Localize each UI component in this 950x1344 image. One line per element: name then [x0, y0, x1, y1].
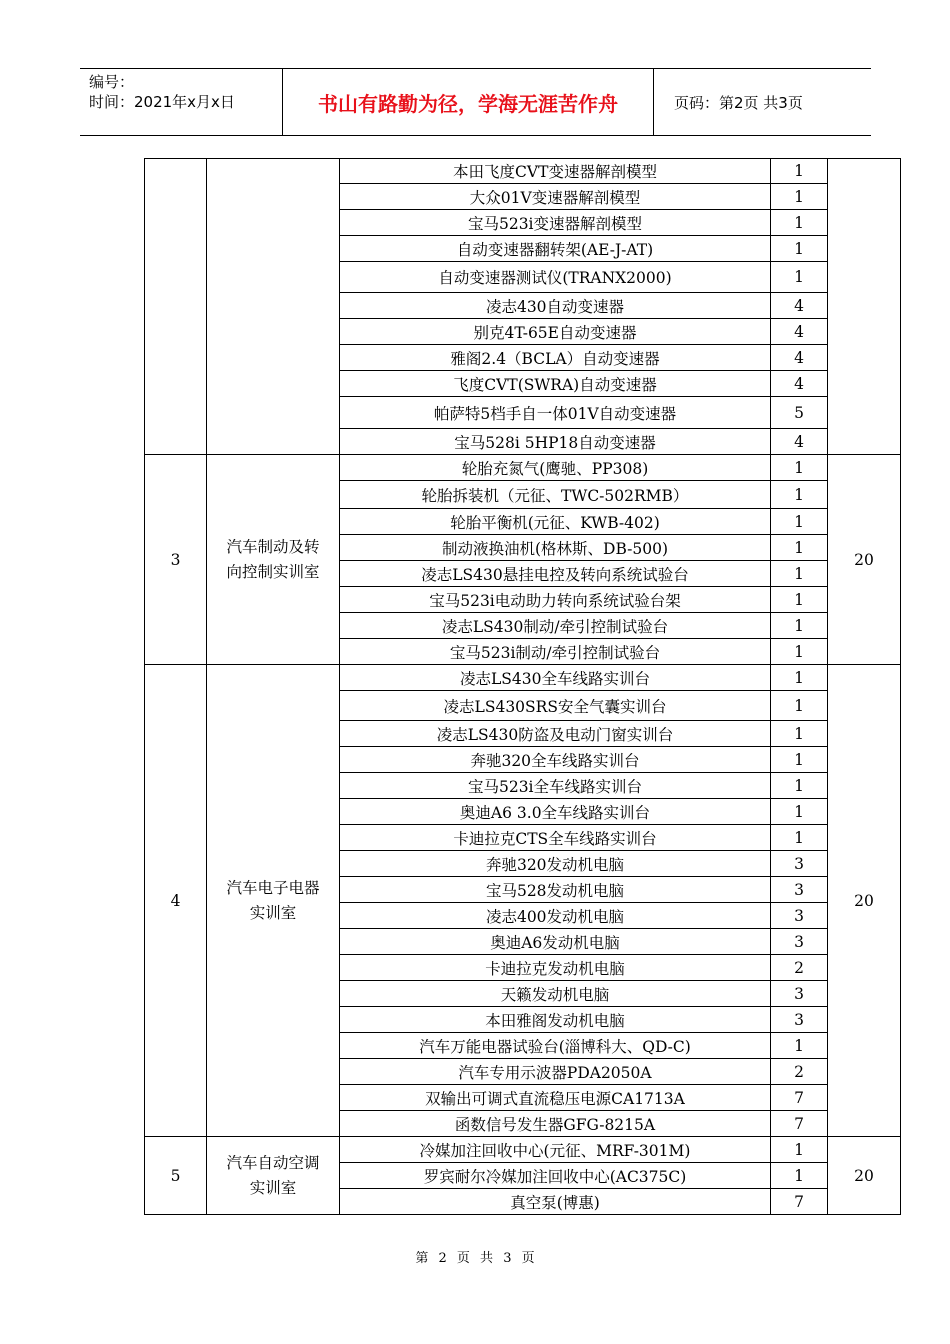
- room-capacity: [828, 159, 901, 455]
- table-row: [145, 159, 901, 184]
- equipment-name: 雅阁2.4（BCLA）自动变速器: [340, 345, 771, 371]
- equipment-name: 凌志LS430全车线路实训台: [340, 665, 771, 691]
- equipment-quantity: 2: [771, 955, 828, 981]
- equipment-name: 凌志430自动变速器: [340, 293, 771, 319]
- equipment-quantity: 1: [771, 159, 828, 184]
- equipment-name: 轮胎平衡机(元征、KWB-402): [340, 509, 771, 535]
- equipment-quantity: 1: [771, 639, 828, 665]
- equipment-name: 奔驰320发动机电脑: [340, 851, 771, 877]
- equipment-name: 汽车万能电器试验台(淄博科大、QD-C): [340, 1033, 771, 1059]
- table-row: [145, 455, 901, 481]
- equipment-name: 自动变速器翻转架(AE-J-AT): [340, 236, 771, 262]
- room-name: [207, 159, 340, 455]
- equipment-quantity: 7: [771, 1189, 828, 1215]
- equipment-name: 冷媒加注回收中心(元征、MRF-301M): [340, 1137, 771, 1163]
- equipment-quantity: 4: [771, 293, 828, 319]
- equipment-quantity: 3: [771, 929, 828, 955]
- table-row: [145, 1137, 901, 1163]
- equipment-name: 奥迪A6发动机电脑: [340, 929, 771, 955]
- equipment-table-body: [145, 159, 901, 1215]
- page-header: [80, 68, 871, 136]
- equipment-name: 凌志LS430悬挂电控及转向系统试验台: [340, 561, 771, 587]
- equipment-name: 宝马523i变速器解剖模型: [340, 210, 771, 236]
- equipment-quantity: 4: [771, 371, 828, 397]
- equipment-quantity: 7: [771, 1085, 828, 1111]
- equipment-table: [144, 158, 901, 1215]
- equipment-name: 轮胎拆装机（元征、TWC-502RMB）: [340, 481, 771, 509]
- equipment-name: 宝马523i电动助力转向系统试验台架: [340, 587, 771, 613]
- equipment-name: 奥迪A6 3.0全车线路实训台: [340, 799, 771, 825]
- equipment-name: 本田飞度CVT变速器解剖模型: [340, 159, 771, 184]
- equipment-name: 奔驰320全车线路实训台: [340, 747, 771, 773]
- equipment-quantity: 1: [771, 561, 828, 587]
- room-name: 汽车制动及转向控制实训室: [207, 455, 340, 665]
- group-number: 3: [145, 455, 207, 665]
- equipment-quantity: 1: [771, 825, 828, 851]
- equipment-quantity: 1: [771, 481, 828, 509]
- equipment-quantity: 1: [771, 1033, 828, 1059]
- group-number: [145, 159, 207, 455]
- equipment-name: 飞度CVT(SWRA)自动变速器: [340, 371, 771, 397]
- equipment-name: 真空泵(博惠): [340, 1189, 771, 1215]
- equipment-quantity: 1: [771, 455, 828, 481]
- room-name: 汽车电子电器实训室: [207, 665, 340, 1137]
- equipment-name: 别克4T-65E自动变速器: [340, 319, 771, 345]
- header-meta-cell: [80, 69, 283, 135]
- equipment-quantity: 4: [771, 429, 828, 455]
- equipment-name: 凌志400发动机电脑: [340, 903, 771, 929]
- equipment-name: 自动变速器测试仪(TRANX2000): [340, 262, 771, 293]
- equipment-name: 函数信号发生器GFG-8215A: [340, 1111, 771, 1137]
- equipment-name: 汽车专用示波器PDA2050A: [340, 1059, 771, 1085]
- equipment-quantity: 1: [771, 721, 828, 747]
- table-row: [145, 665, 901, 691]
- equipment-quantity: 3: [771, 851, 828, 877]
- equipment-quantity: 1: [771, 509, 828, 535]
- equipment-name: 轮胎充氮气(鹰驰、PP308): [340, 455, 771, 481]
- equipment-quantity: 1: [771, 184, 828, 210]
- equipment-quantity: 1: [771, 210, 828, 236]
- header-motto: 书山有路勤为径，学海无涯苦作舟: [283, 69, 654, 135]
- equipment-quantity: 3: [771, 981, 828, 1007]
- equipment-quantity: 1: [771, 691, 828, 721]
- equipment-quantity: 4: [771, 319, 828, 345]
- equipment-quantity: 1: [771, 535, 828, 561]
- equipment-name: 卡迪拉克CTS全车线路实训台: [340, 825, 771, 851]
- page-footer: 第 2 页 共 3 页: [415, 1251, 535, 1266]
- equipment-quantity: 1: [771, 799, 828, 825]
- equipment-quantity: 1: [771, 773, 828, 799]
- equipment-name: 罗宾耐尔冷媒加注回收中心(AC375C): [340, 1163, 771, 1189]
- equipment-quantity: 1: [771, 613, 828, 639]
- equipment-quantity: 1: [771, 747, 828, 773]
- number-label: 编号：: [89, 73, 135, 91]
- equipment-quantity: 4: [771, 345, 828, 371]
- equipment-name: 双输出可调式直流稳压电源CA1713A: [340, 1085, 771, 1111]
- equipment-quantity: 5: [771, 397, 828, 429]
- room-capacity: 20: [828, 665, 901, 1137]
- equipment-quantity: 2: [771, 1059, 828, 1085]
- equipment-quantity: 1: [771, 236, 828, 262]
- equipment-quantity: 1: [771, 665, 828, 691]
- equipment-name: 本田雅阁发动机电脑: [340, 1007, 771, 1033]
- equipment-name: 凌志LS430SRS安全气囊实训台: [340, 691, 771, 721]
- room-capacity: 20: [828, 455, 901, 665]
- equipment-name: 大众01V变速器解剖模型: [340, 184, 771, 210]
- equipment-name: 帕萨特5档手自一体01V自动变速器: [340, 397, 771, 429]
- equipment-quantity: 1: [771, 262, 828, 293]
- equipment-name: 卡迪拉克发动机电脑: [340, 955, 771, 981]
- group-number: 4: [145, 665, 207, 1137]
- equipment-name: 宝马528发动机电脑: [340, 877, 771, 903]
- equipment-quantity: 1: [771, 1137, 828, 1163]
- header-page-info: [664, 69, 869, 135]
- page-info-text: 页码：第2页 共3页: [674, 93, 803, 112]
- equipment-name: 制动液换油机(格林斯、DB-500): [340, 535, 771, 561]
- equipment-name: 凌志LS430防盗及电动门窗实训台: [340, 721, 771, 747]
- group-number: 5: [145, 1137, 207, 1215]
- equipment-name: 宝马523i全车线路实训台: [340, 773, 771, 799]
- equipment-name: 天籁发动机电脑: [340, 981, 771, 1007]
- equipment-name: 宝马528i 5HP18自动变速器: [340, 429, 771, 455]
- equipment-quantity: 1: [771, 1163, 828, 1189]
- equipment-quantity: 3: [771, 877, 828, 903]
- room-capacity: 20: [828, 1137, 901, 1215]
- equipment-quantity: 3: [771, 1007, 828, 1033]
- equipment-name: 宝马523i制动/牵引控制试验台: [340, 639, 771, 665]
- equipment-quantity: 7: [771, 1111, 828, 1137]
- time-label: 时间：2021年x月x日: [89, 93, 235, 111]
- equipment-name: 凌志LS430制动/牵引控制试验台: [340, 613, 771, 639]
- equipment-quantity: 3: [771, 903, 828, 929]
- equipment-quantity: 1: [771, 587, 828, 613]
- room-name: 汽车自动空调实训室: [207, 1137, 340, 1215]
